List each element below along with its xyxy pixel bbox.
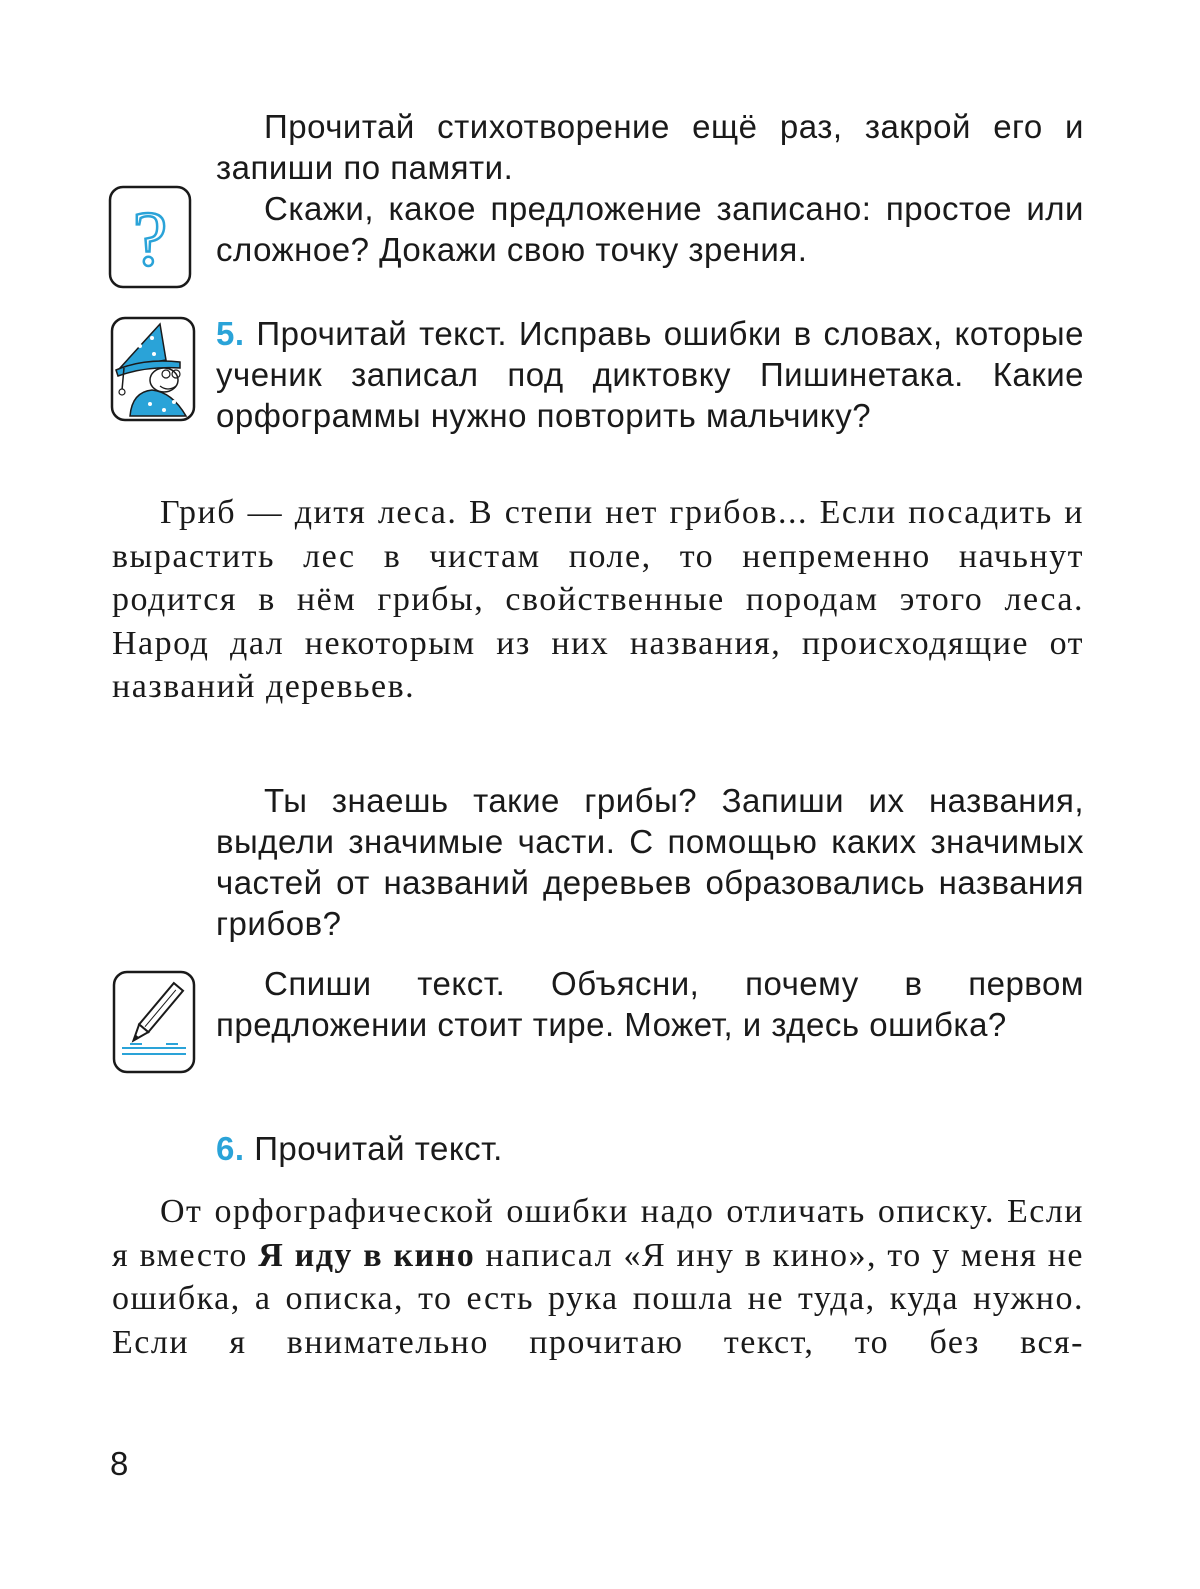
typo-text-part2: написал «Я ину в кино», то у меня не ошибка, а описка, то есть рука пошла не туда, куда нужно. Если я внимательно прочитаю текст, то без вся- bbox=[112, 1236, 1084, 1361]
exercise-6-number: 6. bbox=[216, 1130, 245, 1167]
exercise-6-text: Прочитай текст. bbox=[254, 1130, 503, 1167]
question-icon bbox=[108, 185, 192, 294]
paragraph-reread-poem: Прочитай стихотворение ещё раз, закрой его и запиши по памяти. bbox=[216, 108, 1084, 186]
svg-text:?: ? bbox=[132, 195, 168, 282]
paragraph-copy-task: Спиши текст. Объясни, почему в первом предложении стоит тире. Может, и здесь ошибка? bbox=[216, 965, 1084, 1043]
exercise-6-instruction bbox=[216, 1128, 1084, 1169]
paragraph-sentence-type-question: Скажи, какое предложение записано: простое или сложное? Докажи свою точку зрения. bbox=[216, 190, 1084, 268]
typo-text-part1: От орфографической ошибки надо отличать описку. Если я вместо bbox=[112, 1193, 1084, 1274]
exercise-5-number: 5. bbox=[216, 315, 245, 352]
paragraph-mushroom-question: Ты знаешь такие грибы? Запиши их названия, выдели значимые части. С помощью каких значимых частей от названий деревьев образовались названия грибов? bbox=[216, 782, 1084, 942]
wizard-icon bbox=[110, 316, 196, 427]
exercise-5-text: Прочитай текст. Исправь ошибки в словах, которые ученик записал под диктовку Пишинетака. Какие орфограммы нужно повторить мальчику? bbox=[216, 315, 1084, 434]
mushroom-text: Гриб — дитя леса. В степи нет грибов... Если посадить и вырастить лес в чистам поле, то непременно начьнут родится в нём грибы, свойственные породам этого леса. Народ дал некоторым из них названия, происходящие от названий деревьев. bbox=[112, 494, 1084, 705]
page-number: 8 bbox=[110, 1445, 129, 1482]
exercise-5-instruction bbox=[216, 313, 1084, 436]
typo-text bbox=[112, 1190, 1084, 1364]
typo-text-bold-example: Я иду в кино bbox=[258, 1236, 476, 1274]
pencil-icon bbox=[112, 970, 196, 1079]
